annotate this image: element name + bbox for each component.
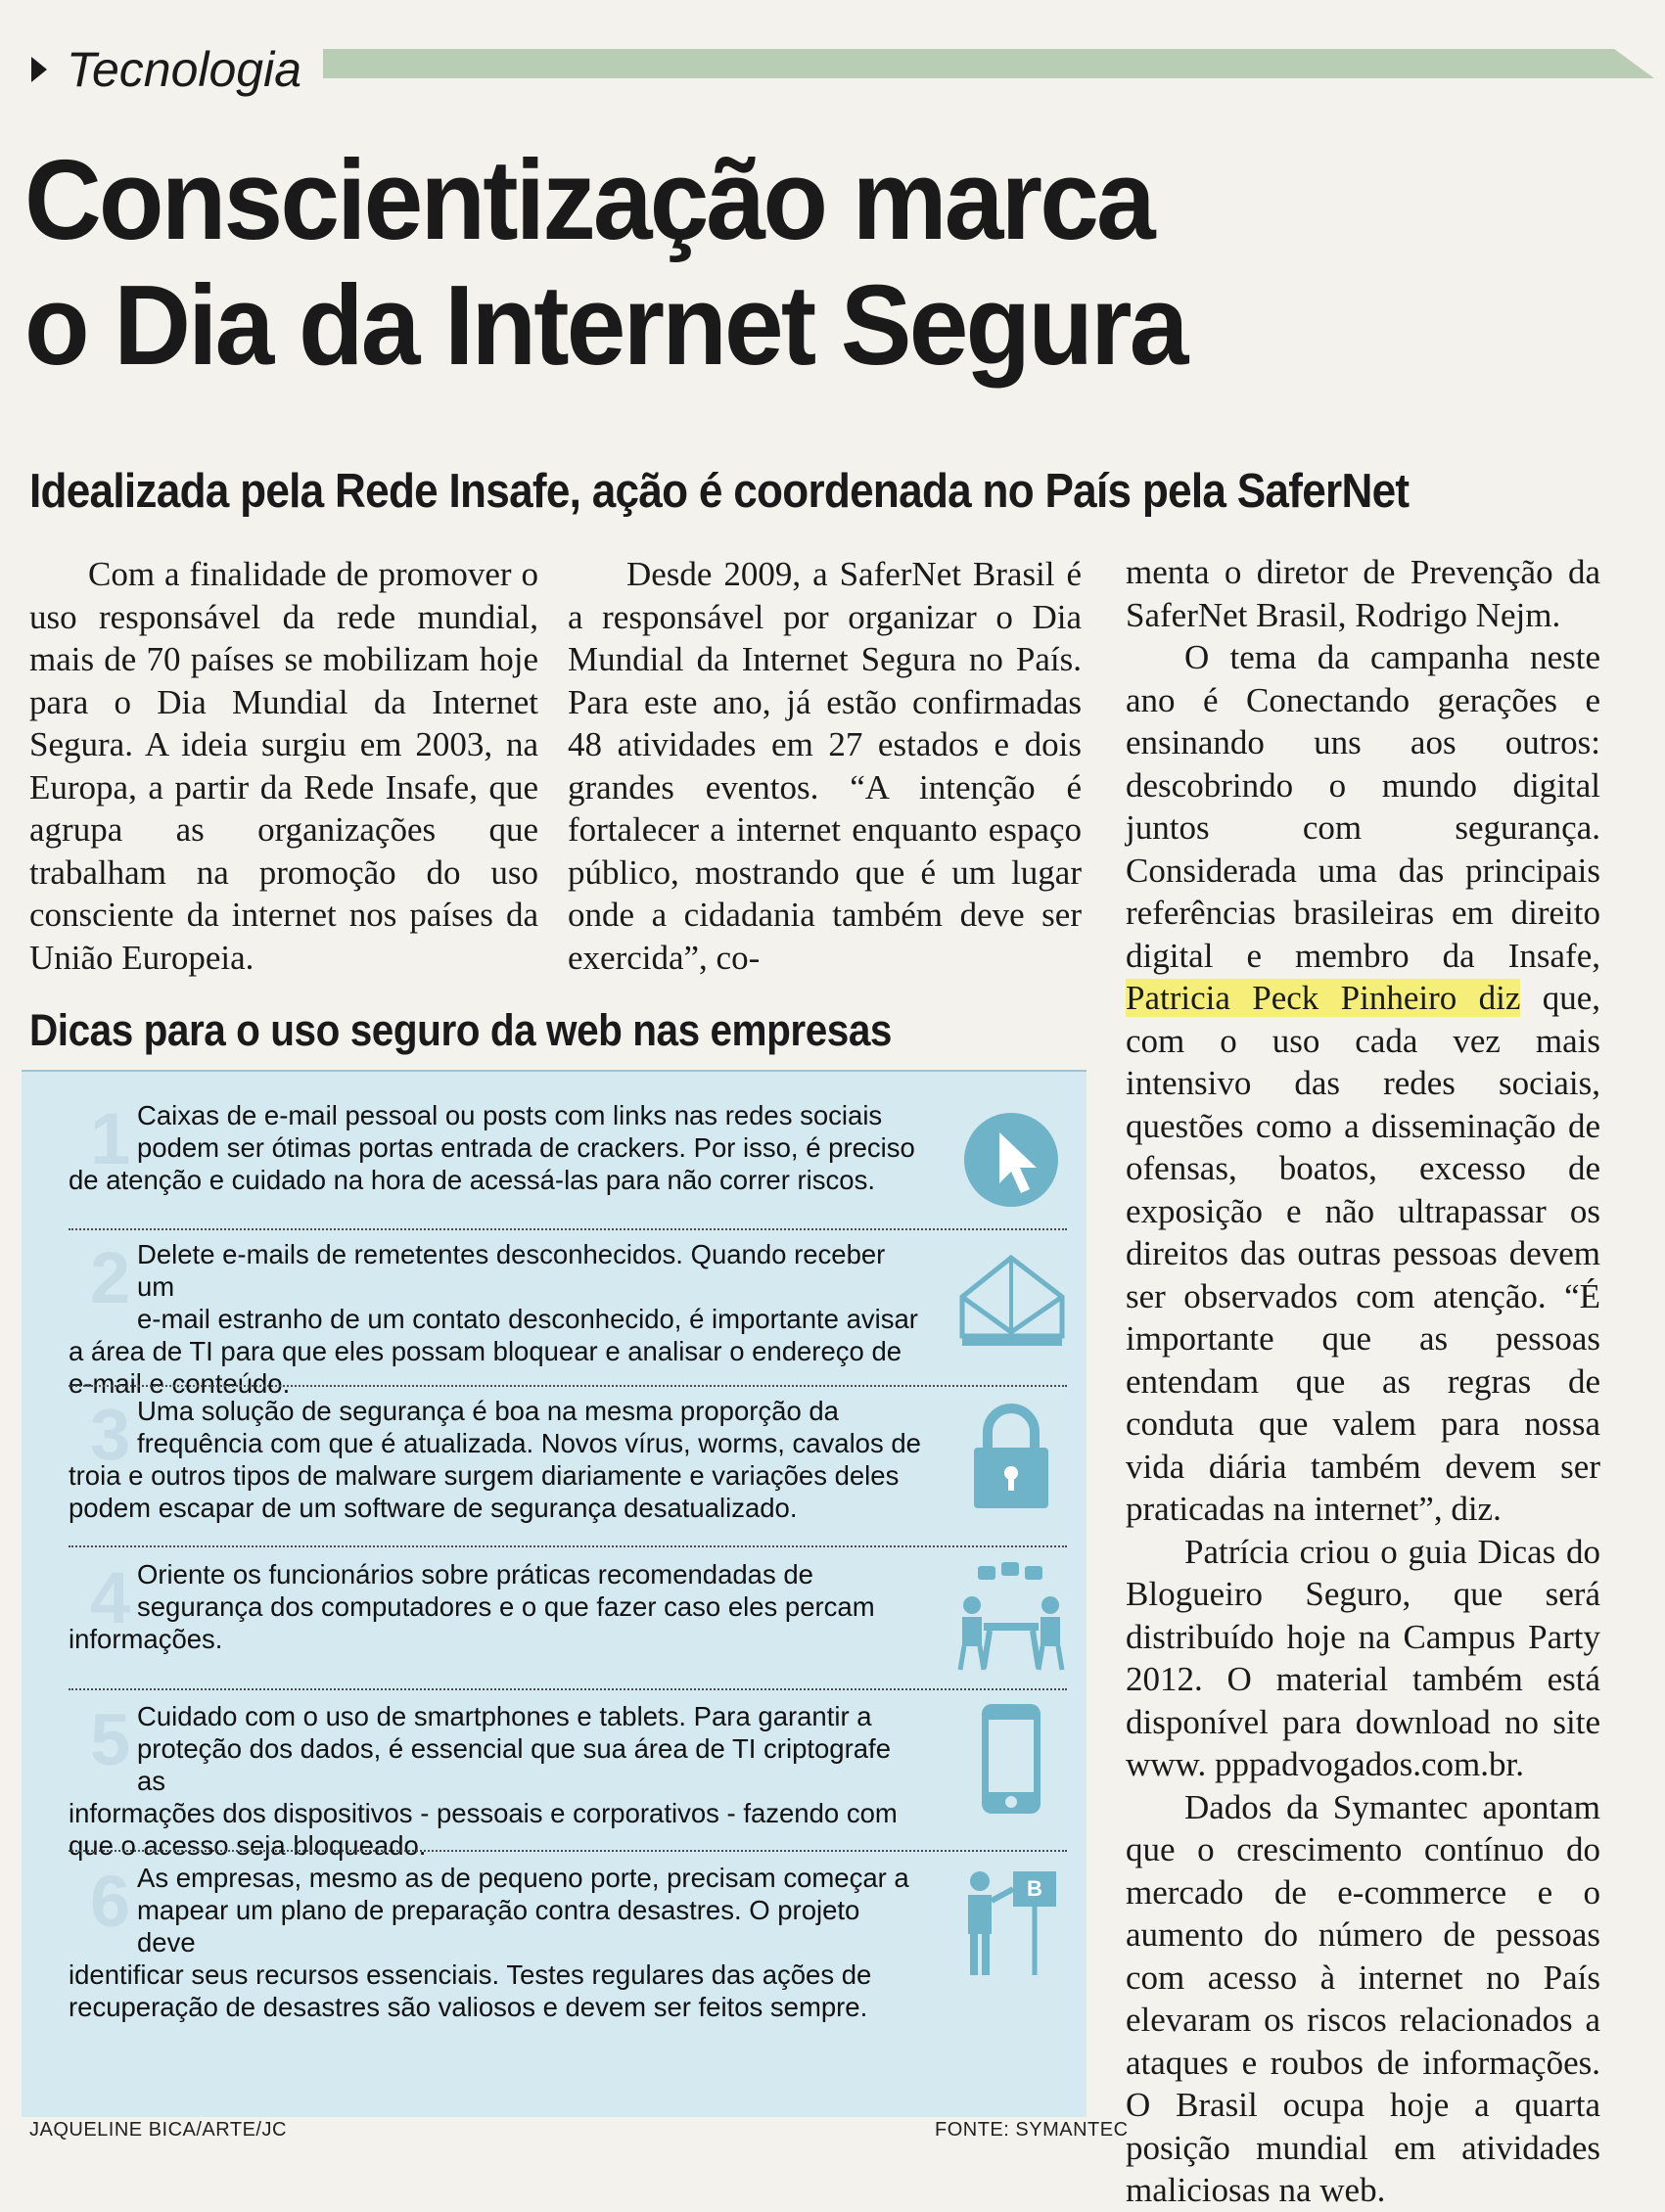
tip-line: proteção dos dados, é essencial que sua área de TI criptografe as	[137, 1733, 891, 1796]
tip-item	[69, 1699, 1067, 1861]
text-run: que, com o uso cada vez mais intensivo das redes sociais, questões como a disseminação de ofensas, boatos, excesso de exposição e não ultrapassar os direitos das outras pessoas devem ser observados com atenção. “É importante que as pessoas entendam que as regras de conduta que valem para nossa vida diária também devem ser praticadas na internet”, diz.	[1126, 979, 1600, 1528]
tip-separator	[69, 1688, 1067, 1690]
presenter-board-icon	[954, 1862, 1067, 1979]
tip-line: recuperação de desastres são valiosos e devem ser feitos sempre.	[69, 1992, 868, 2022]
tips-box	[22, 1070, 1087, 2117]
art-credit: JAQUELINE BICA/ARTE/JC	[29, 2119, 287, 2141]
tip-line: Caixas de e-mail pessoal ou posts com links nas redes sociais	[137, 1100, 883, 1130]
tip-line: segurança dos computadores e o que fazer caso eles percam	[137, 1591, 875, 1622]
tip-text	[69, 1099, 925, 1196]
meeting-icon	[954, 1558, 1067, 1676]
tip-line: Delete e-mails de remetentes desconhecidos. Quando receber um	[137, 1239, 886, 1302]
article-paragraph: Com a finalidade de promover o uso responsável da rede mundial, mais de 70 países se mobilizam hoje para o Dia Mundial da Internet Segura. A ideia surgiu em 2003, na Europa, a partir da Rede Insafe, que agrupa as organizações que trabalham na promoção do uso consciente da internet nos países da União Europeia.	[29, 555, 538, 977]
tip-text	[69, 1238, 925, 1400]
tip-item	[69, 1237, 1067, 1399]
tip-separator	[69, 1850, 1067, 1852]
headline-line-2: o Dia da Internet Segura	[24, 261, 1186, 389]
tip-line: Cuidado com o uso de smartphones e tablets. Para garantir a	[137, 1701, 872, 1731]
tip-line: que o acesso seja bloqueado.	[69, 1830, 427, 1861]
section-arrow-icon	[31, 57, 47, 82]
article-column-2	[568, 553, 1082, 979]
tip-line: mapear um plano de preparação contra desastres. O projeto deve	[137, 1895, 860, 1958]
tip-line: e-mail e conteúdo.	[69, 1368, 291, 1399]
tip-line: As empresas, mesmo as de pequeno porte, precisam começar a	[137, 1863, 909, 1893]
tip-text	[69, 1862, 925, 2023]
tip-line: de atenção e cuidado na hora de acessá-las para não correr riscos.	[69, 1165, 875, 1195]
envelope-icon	[954, 1238, 1067, 1356]
cursor-click-icon	[954, 1099, 1067, 1217]
highlighted-name: Patricia Peck Pinheiro diz	[1126, 979, 1521, 1017]
tip-separator	[69, 1545, 1067, 1547]
tip-number: 4	[90, 1557, 131, 1638]
smartphone-icon	[954, 1700, 1067, 1818]
tip-text	[69, 1558, 925, 1655]
article-column-1	[29, 553, 538, 979]
tip-line: identificar seus recursos essenciais. Testes regulares das ações de	[69, 1959, 872, 1990]
tip-line: Uma solução de segurança é boa na mesma proporção da	[137, 1396, 839, 1426]
source-credit: FONTE: SYMANTEC	[935, 2119, 1129, 2141]
tip-item	[69, 1558, 1067, 1715]
article-paragraph: Desde 2009, a SaferNet Brasil é a responsável por organizar o Dia Mundial da Internet Segura no País. Para este ano, já estão confirmadas 48 atividades em 27 estados e dois grandes eventos. “A intenção é fortalecer a internet enquanto espaço público, mostrando que é um lugar onde a cidadania também deve ser exercida”, co-	[568, 555, 1082, 977]
section-label: Tecnologia	[67, 42, 302, 97]
tip-line: a área de TI para que eles possam bloquear e analisar o endereço de	[69, 1336, 902, 1366]
tip-separator	[69, 1385, 1067, 1387]
text-run: O tema da campanha neste ano é Conectando gerações e ensinando uns aos outros: descobrindo o mundo digital juntos com segurança. Considerada uma das principais referências brasileiras em direito digital e membro da Insafe,	[1126, 638, 1600, 975]
tip-item	[69, 1395, 1067, 1551]
article-paragraph: menta o diretor de Prevenção da SaferNet Brasil, Rodrigo Nejm.	[1126, 553, 1600, 634]
tip-item	[69, 1099, 1067, 1256]
tip-item	[69, 1861, 1067, 2022]
article-paragraph: Patrícia criou o guia Dicas do Blogueiro Seguro, que será distribuído hoje na Campus Party 2012. O material também está disponível para download no site www. pppadvogados.com.br.	[1126, 1532, 1600, 1783]
headline	[24, 137, 1534, 388]
tip-line: podem ser ótimas portas entrada de crackers. Por isso, é preciso	[137, 1132, 915, 1163]
tip-line: informações.	[69, 1624, 223, 1654]
tip-text	[69, 1395, 925, 1524]
tip-line: informações dos dispositivos - pessoais e corporativos - fazendo com	[69, 1798, 898, 1828]
tip-number: 3	[90, 1394, 131, 1475]
headline-line-1: Conscientização marca	[24, 136, 1153, 263]
section-rule	[323, 49, 1654, 78]
tip-line: e-mail estranho de um contato desconhecido, é importante avisar	[137, 1304, 918, 1334]
tip-line: Oriente os funcionários sobre práticas recomendadas de	[137, 1559, 813, 1590]
tip-line: podem escapar de um software de segurança desatualizado.	[69, 1493, 798, 1523]
tip-line: frequência com que é atualizada. Novos vírus, worms, cavalos de	[137, 1428, 921, 1458]
subheadline: Idealizada pela Rede Insafe, ação é coordenada no País pela SaferNet	[29, 465, 1410, 518]
tip-number: 5	[90, 1699, 131, 1780]
tip-number: 2	[90, 1237, 131, 1318]
tips-box-title: Dicas para o uso seguro da web nas empresas	[29, 1005, 893, 1055]
tip-number: 1	[90, 1098, 131, 1179]
tip-separator	[69, 1228, 1067, 1230]
board-letter: B	[1027, 1876, 1042, 1901]
article-paragraph	[1126, 636, 1600, 1531]
article-paragraph: Dados da Symantec apontam que o crescimento contínuo do mercado de e-commerce e o aumento do número de pessoas com acesso à internet no País elevaram os riscos relacionados a ataques e roubos de informações. O Brasil ocupa hoje a quarta posição mundial em atividades maliciosas na web.	[1126, 1787, 1600, 2209]
section-header	[29, 27, 1635, 96]
padlock-icon	[954, 1395, 1067, 1512]
tip-line: troia e outros tipos de malware surgem diariamente e variações deles	[69, 1460, 900, 1491]
article-column-3	[1126, 551, 1600, 2212]
tip-number: 6	[90, 1861, 131, 1942]
tip-text	[69, 1700, 925, 1862]
